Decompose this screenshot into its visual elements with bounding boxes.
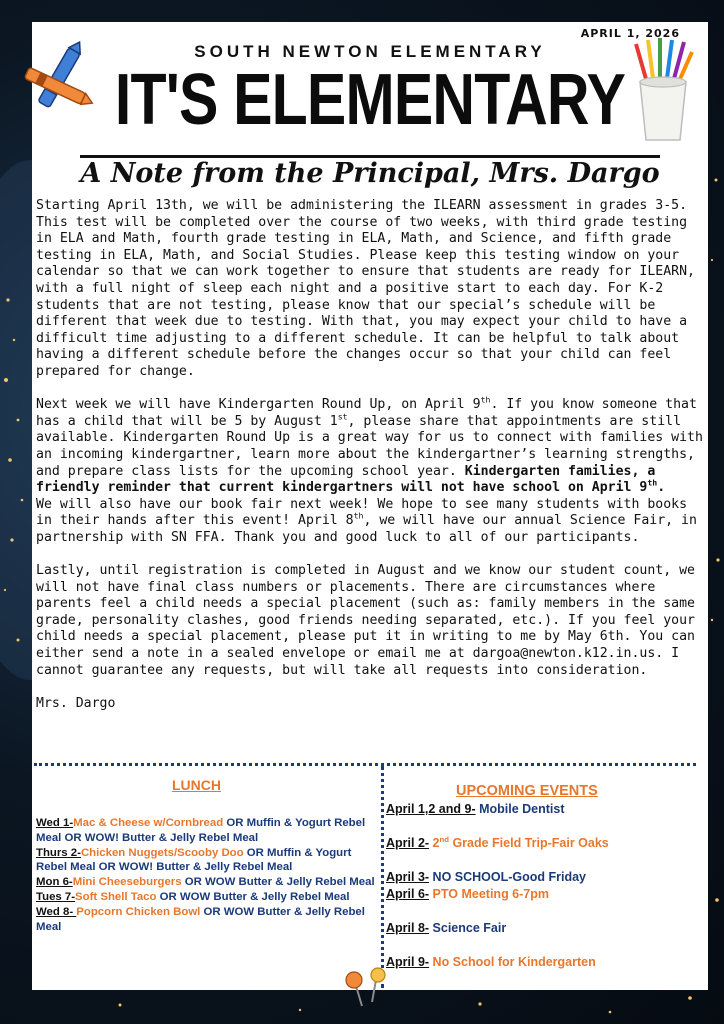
lunch-alternatives: OR WOW Butter & Jelly Rebel Meal xyxy=(181,876,375,889)
sup-th: th xyxy=(480,394,491,405)
lunch-item xyxy=(36,816,378,846)
lunch-day: Thurs 2- xyxy=(36,846,81,859)
lunch-item xyxy=(36,875,378,890)
sup-th-bold: th xyxy=(647,477,658,488)
newsletter-title: IT'S ELEMENTARY xyxy=(114,60,626,140)
bookfair-text-b: , we will have our annual Science Fair, in partnership with SN FFA. Thank you and good luck to all of our participants. xyxy=(36,513,697,545)
section-divider-vertical xyxy=(381,766,384,988)
principal-letter xyxy=(36,198,706,729)
lunch-alternatives: OR WOW Butter & Jelly Rebel Meal xyxy=(156,890,350,903)
roundup-text-a: Next week we will have Kindergarten Round Up, on April 9 xyxy=(36,397,481,413)
lunch-item xyxy=(36,890,378,905)
lunch-alternatives: OR Muffin & Yogurt Rebel Meal OR WOW! Butter & Jelly Rebel Meal xyxy=(36,846,352,874)
lunch-main: Chicken Nuggets/Scooby Doo xyxy=(80,846,244,859)
kindergarten-reminder: Kindergarten families, a friendly reminder that current kindergartners will not have school on April 9 xyxy=(36,463,656,496)
upcoming-events-heading: UPCOMING EVENTS xyxy=(456,783,598,799)
lunch-day: Wed 8- xyxy=(36,905,77,918)
lunch-day: Tues 7- xyxy=(36,890,76,903)
roundup-text-c: , please share that appointments are still available. Kindergarten Round Up is a great way for us to connect with families with an incoming kindergartner, learn more about the kindergartner’s learning strengths, and prepare class lists for the upcoming school year. xyxy=(36,413,703,479)
lunch-main: Mini Cheeseburgers xyxy=(72,876,182,889)
lunch-day: Wed 1- xyxy=(36,817,74,829)
event-text: Mobile Dentist xyxy=(475,802,565,816)
newsletter-page xyxy=(32,22,708,990)
pushpins-icon xyxy=(342,966,392,1012)
event-item xyxy=(386,887,549,902)
event-date: April 8- xyxy=(386,921,430,935)
event-item xyxy=(386,836,609,851)
event-text: Grade Field Trip-Fair Oaks xyxy=(448,836,609,850)
letter-paragraph-roundup xyxy=(36,394,706,497)
roundup-text-b: . If you know someone that has a child that will be 5 by August 1 xyxy=(36,397,697,429)
event-date: April 6- xyxy=(386,887,430,901)
event-text: No School for Kindergarten xyxy=(429,955,596,969)
event-text: Science Fair xyxy=(429,921,507,935)
event-date: April 9- xyxy=(386,955,430,969)
lunch-item xyxy=(36,905,378,935)
lunch-main: Soft Shell Taco xyxy=(75,890,157,903)
reminder-period: . xyxy=(657,480,666,496)
event-item xyxy=(386,921,506,936)
sup-th-fair: th xyxy=(353,510,364,521)
lunch-item xyxy=(36,846,378,876)
event-date: April 3- xyxy=(386,870,430,884)
event-item xyxy=(386,802,565,817)
event-ordinal-suffix: nd xyxy=(439,834,449,844)
lunch-menu xyxy=(36,816,378,934)
bookfair-text-a: We will also have our book fair next week! We hope to see many students with books in their hands after this event! April 8 xyxy=(36,496,688,529)
sup-st: st xyxy=(337,411,348,422)
letter-paragraph-testing: Starting April 13th, we will be administering the ILEARN assessment in grades 3-5. This test will be completed over the course of two weeks, with third grade testing in ELA and Math, fourth grade testing in ELA, Math, and Science, and fifth grade testing in ELA, Math, and Social Studies. Please keep this testing window on your calendar so that we can work together to ensure that students are ready for ILEARN, with a full night of sleep each night and a positive start to each day. For K-2 students that are not testing, please know that our special’s schedule will be different that week due to testing. With that, you may expect your child to have a difficult time adjusting to a different schedule. It can be helpful to talk about having a different schedule before the changes occur so that your child can feel prepared for change. xyxy=(36,198,695,379)
event-item xyxy=(386,955,596,970)
lunch-main: Popcorn Chicken Bowl xyxy=(76,905,201,918)
lunch-day: Mon 6- xyxy=(36,876,73,889)
event-ordinal: 2 xyxy=(429,836,440,850)
principal-note-heading: A Note from the Principal, Mrs. Dargo xyxy=(80,158,660,189)
lunch-alternatives: OR WOW Butter & Jelly Rebel Meal xyxy=(36,905,365,933)
lunch-main: Mac & Cheese w/Cornbread xyxy=(73,817,224,829)
event-date: April 2- xyxy=(386,836,430,850)
letter-paragraph-bookfair xyxy=(36,497,706,547)
event-text: NO SCHOOL-Good Friday xyxy=(429,870,587,884)
event-date: April 1,2 and 9- xyxy=(386,802,476,816)
letter-signature: Mrs. Dargo xyxy=(36,695,116,711)
school-name: SOUTH NEWTON ELEMENTARY xyxy=(194,42,546,61)
lunch-alternatives: OR Muffin & Yogurt Rebel Meal OR WOW! Butter & Jelly Rebel Meal xyxy=(36,817,366,844)
event-item xyxy=(386,870,586,885)
letter-paragraph-placement: Lastly, until registration is completed in August and we know our student count, we will not have final class numbers or placements. There are circumstances where parents feel a child needs a special placement (such as: family members in the same grade, personality clashes, good friends needing separated, etc.). If you feel your child needs a special placement, please put it in writing to me by May 6th. You can either send a note in a sealed envelope or email me at dargoa@newton.k12.in.us. I cannot guarantee any requests, but will take all requests into consideration. xyxy=(36,563,695,678)
section-divider-horizontal xyxy=(34,763,696,766)
event-text: PTO Meeting 6-7pm xyxy=(429,887,549,901)
issue-date: APRIL 1, 2026 xyxy=(580,27,680,40)
lunch-heading: LUNCH xyxy=(172,777,221,793)
